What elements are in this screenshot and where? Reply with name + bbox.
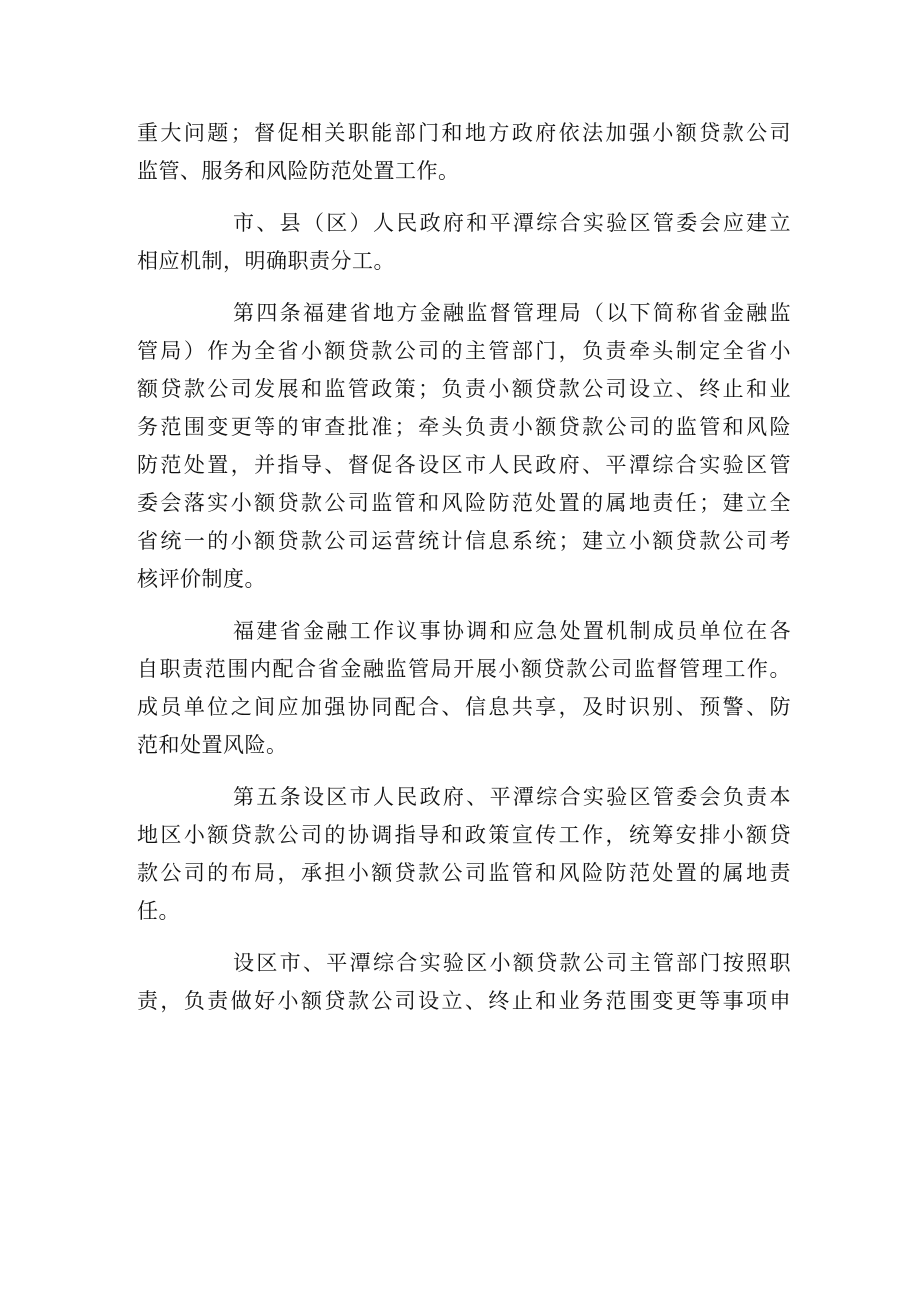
- paragraph-article-5: [137, 778, 791, 930]
- text-line: 管局）作为全省小额贷款公司的主管部门，负责牵头制定全省小: [137, 339, 791, 363]
- text-line: 第五条设区市人民政府、平潭综合实验区管委会负责本: [233, 785, 791, 809]
- text-line: 省统一的小额贷款公司运营统计信息系统；建立小额贷款公司考: [137, 529, 791, 553]
- text-line: 额贷款公司发展和监管政策；负责小额贷款公司设立、终止和业: [137, 377, 791, 401]
- paragraph-article-4: [137, 294, 791, 598]
- text-line: 市、县（区）人民政府和平潭综合实验区管委会应建立: [233, 211, 791, 235]
- text-line: 第四条福建省地方金融监督管理局（以下简称省金融监: [233, 301, 791, 325]
- text-line: 核评价制度。: [137, 567, 266, 591]
- text-line: 自职责范围内配合省金融监管局开展小额贷款公司监督管理工作。: [137, 657, 791, 681]
- text-line: 范和处置风险。: [137, 733, 288, 757]
- text-line: 防范处置，并指导、督促各设区市人民政府、平潭综合实验区管: [137, 453, 791, 477]
- text-line: 款公司的布局，承担小额贷款公司监管和风险防范处置的属地责: [137, 861, 791, 885]
- paragraph-6: [137, 944, 791, 1020]
- paragraph-1: [137, 114, 791, 190]
- text-line: 重大问题；督促相关职能部门和地方政府依法加强小额贷款公司: [137, 121, 791, 145]
- text-line: 福建省金融工作议事协调和应急处置机制成员单位在各: [233, 619, 791, 643]
- text-line: 相应机制，明确职责分工。: [137, 249, 395, 273]
- paragraph-2: [137, 204, 791, 280]
- text-line: 务范围变更等的审查批准；牵头负责小额贷款公司的监管和风险: [137, 415, 791, 439]
- text-line: 成员单位之间应加强协同配合、信息共享，及时识别、预警、防: [137, 695, 791, 719]
- document-body: [137, 114, 791, 1034]
- text-line: 监管、服务和风险防范处置工作。: [137, 159, 460, 183]
- text-line: 委会落实小额贷款公司监管和风险防范处置的属地责任；建立全: [137, 491, 791, 515]
- text-line: 任。: [137, 899, 180, 923]
- paragraph-4: [137, 612, 791, 764]
- text-line: 地区小额贷款公司的协调指导和政策宣传工作，统筹安排小额贷: [137, 823, 791, 847]
- text-line: 设区市、平潭综合实验区小额贷款公司主管部门按照职: [233, 951, 791, 975]
- text-line: 责，负责做好小额贷款公司设立、终止和业务范围变更等事项申: [137, 989, 791, 1013]
